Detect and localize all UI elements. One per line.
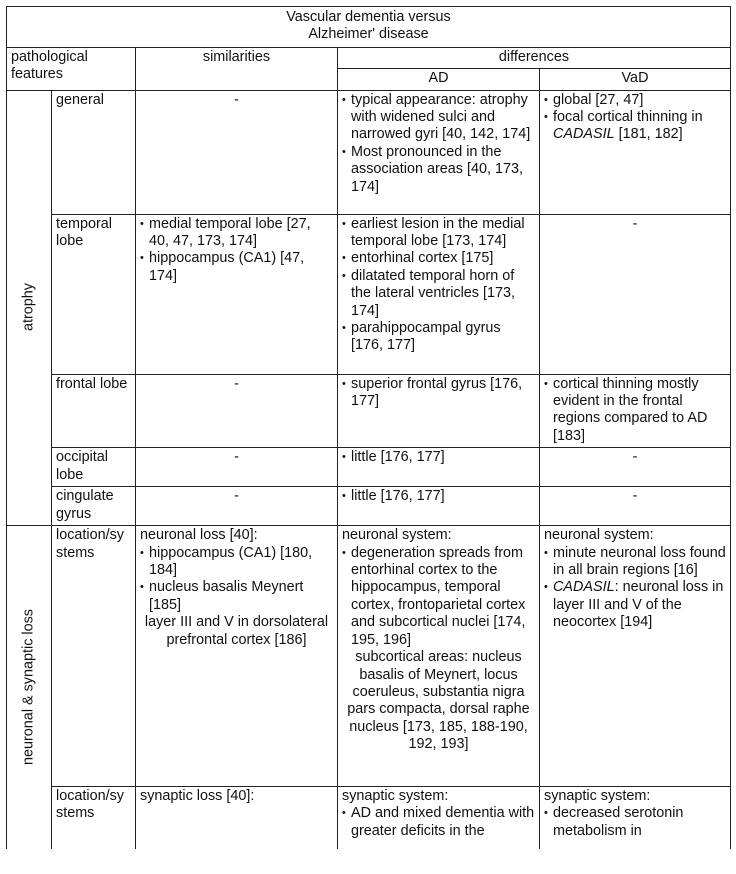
ad-heading: synaptic system:	[342, 787, 449, 804]
ad-tail: subcortical areas: nucleus basalis of Meynert, locus coeruleus, substantia nigra pars compacta, dorsal raphe nucleus [173, 185, 188-190, 192, 193]	[347, 649, 530, 753]
list-item	[544, 109, 726, 144]
synaptic-vad	[540, 786, 731, 849]
row-label-occipital-lobe: occipital lobe	[52, 448, 136, 487]
table-row	[7, 487, 731, 526]
sim-heading: synaptic loss [40]:	[140, 787, 255, 804]
list-item: • nucleus basalis Meynert [185]	[140, 579, 333, 614]
general-vad	[540, 90, 731, 214]
frontal-vad	[540, 374, 731, 448]
row-label-frontal-lobe: frontal lobe	[52, 374, 136, 448]
vad-heading: synaptic system:	[544, 787, 651, 804]
list-item: • little [176, 177]	[342, 488, 535, 505]
row-label-temporal-lobe: temporal lobe	[52, 214, 136, 374]
table-row	[7, 786, 731, 849]
header-row-1	[7, 47, 731, 68]
group-label-neuronal-synaptic-loss	[7, 526, 52, 850]
temporal-similarities	[136, 214, 338, 374]
header-ad: AD	[338, 69, 540, 90]
list-item: • entorhinal cortex [175]	[342, 250, 535, 267]
row-label-location-systems: location/systems	[52, 526, 136, 786]
frontal-similarities: -	[136, 374, 338, 448]
comparison-table	[6, 6, 731, 849]
frontal-ad	[338, 374, 540, 448]
neuronal-vad	[540, 526, 731, 786]
group-label-atrophy	[7, 90, 52, 526]
header-similarities: similarities	[136, 47, 338, 90]
comparison-table-page	[6, 6, 730, 849]
list-item: • hippocampus (CA1) [180, 184]	[140, 545, 333, 580]
general-ad	[338, 90, 540, 214]
header-vad: VaD	[540, 69, 731, 90]
row-label-cingulate-gyrus: cingulate gyrus	[52, 487, 136, 526]
list-item: • AD and mixed dementia with greater deficits in the	[342, 805, 535, 840]
vad-focal-refs: [181, 182]	[618, 126, 683, 143]
row-label-general: general	[52, 90, 136, 214]
list-item	[544, 579, 726, 631]
cingulate-vad: -	[540, 487, 731, 526]
vad-cadasil-term: CADASIL	[553, 579, 615, 596]
list-item: • Most pronounced in the association areas [40, 173, 174]	[342, 144, 535, 196]
list-item: • parahippocampal gyrus [176, 177]	[342, 320, 535, 355]
cingulate-similarities: -	[136, 487, 338, 526]
sim-heading: neuronal loss [40]:	[140, 527, 258, 544]
vad-cadasil-term: CADASIL	[553, 126, 615, 143]
list-item: • earliest lesion in the medial temporal lobe [173, 174]	[342, 216, 535, 251]
ad-heading: neuronal system:	[342, 527, 452, 544]
list-item: • superior frontal gyrus [176, 177]	[342, 376, 535, 411]
list-item: • hippocampus (CA1) [47, 174]	[140, 250, 333, 285]
header-pathological-features: pathological features	[7, 47, 136, 90]
sim-tail: layer III and V in dorsolateral prefrontal cortex [186]	[144, 614, 329, 648]
general-similarities: -	[136, 90, 338, 214]
vad-cadasil-rest: : neuronal loss in layer III and V of the neocortex [194]	[553, 579, 724, 631]
occipital-similarities: -	[136, 448, 338, 487]
title-line-2: Alzheimer' disease	[308, 26, 429, 43]
list-item: • medial temporal lobe [27, 40, 47, 173, 174]	[140, 216, 333, 251]
occipital-vad: -	[540, 448, 731, 487]
table-row	[7, 448, 731, 487]
header-differences: differences	[338, 47, 731, 68]
list-item: • degeneration spreads from entorhinal cortex to the hippocampus, temporal cortex, frontoparietal cortex and subcortical nuclei [174, 195, 196]	[342, 545, 535, 649]
temporal-ad	[338, 214, 540, 374]
list-item: • decreased serotonin metabolism in	[544, 805, 726, 840]
list-item: • global [27, 47]	[544, 92, 726, 109]
table-row	[7, 214, 731, 374]
neuronal-similarities	[136, 526, 338, 786]
neuronal-ad	[338, 526, 540, 786]
table-title	[7, 7, 731, 48]
table-row	[7, 374, 731, 448]
synaptic-ad	[338, 786, 540, 849]
temporal-vad: -	[540, 214, 731, 374]
occipital-ad	[338, 448, 540, 487]
list-item: • little [176, 177]	[342, 449, 535, 466]
vad-focal-text: focal cortical thinning in	[553, 109, 703, 126]
title-line-1: Vascular dementia versus	[286, 9, 451, 25]
list-item: • dilatated temporal horn of the lateral ventricles [173, 174]	[342, 268, 535, 320]
table-row	[7, 526, 731, 786]
vad-heading: neuronal system:	[544, 527, 654, 544]
list-item: • minute neuronal loss found in all brain regions [16]	[544, 545, 726, 580]
cingulate-ad	[338, 487, 540, 526]
group-neuronal-text: neuronal & synaptic loss	[20, 609, 37, 766]
list-item: • typical appearance: atrophy with widened sulci and narrowed gyri [40, 142, 174]	[342, 92, 535, 144]
group-atrophy-text: atrophy	[20, 283, 37, 332]
title-row	[7, 7, 731, 48]
synaptic-similarities	[136, 786, 338, 849]
list-item: • cortical thinning mostly evident in the frontal regions compared to AD [183]	[544, 376, 726, 446]
row-label-location-systems-2: location/systems	[52, 786, 136, 849]
table-row	[7, 90, 731, 214]
